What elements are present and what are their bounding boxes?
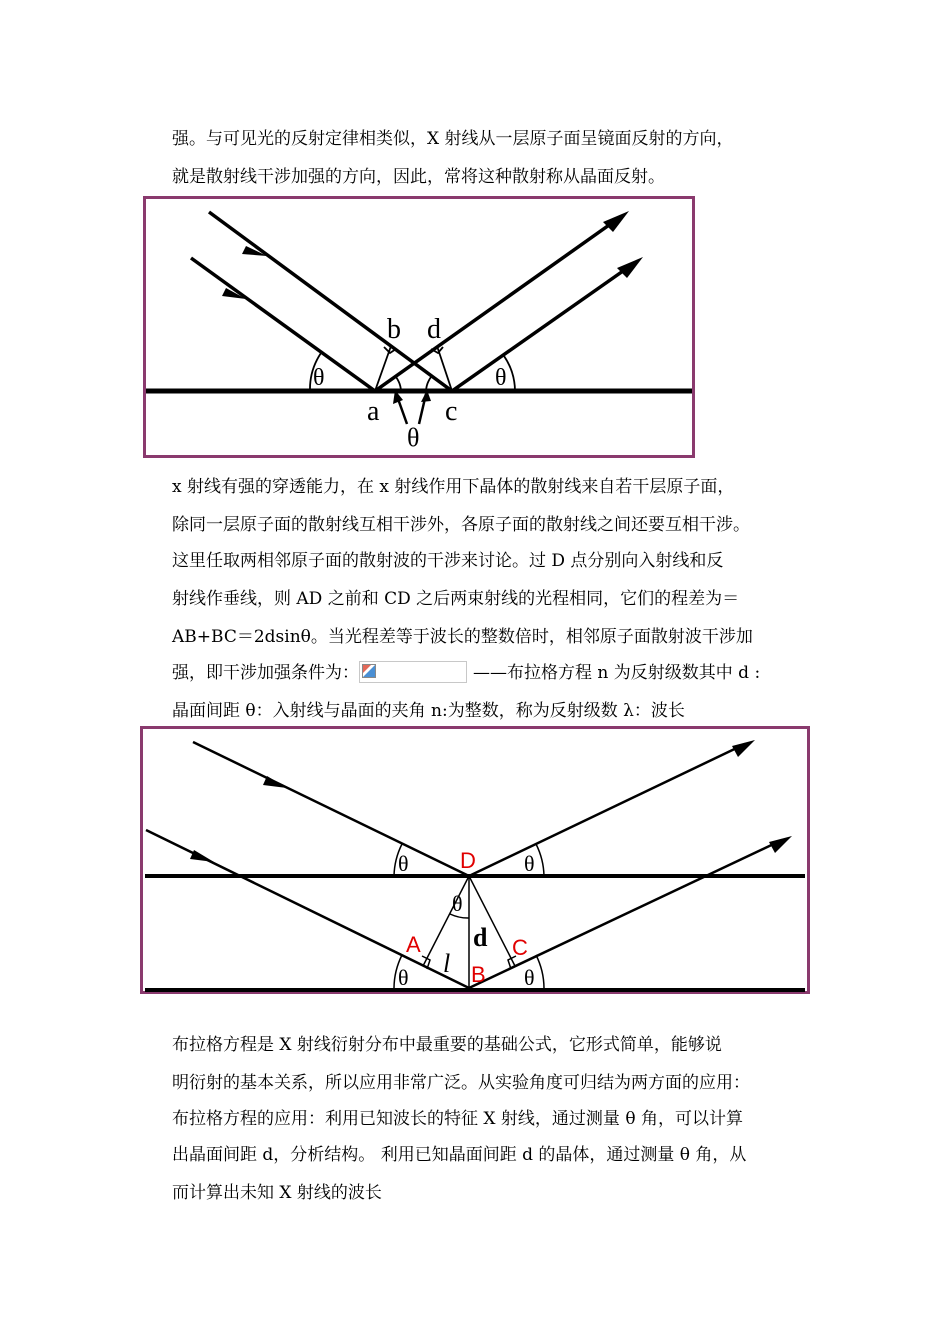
text-line: 强。与可见光的反射定律相类似，X 射线从一层原子面呈镜面反射的方向， [172, 129, 734, 149]
label-B: B [471, 962, 486, 987]
text-line: x 射线有强的穿透能力，在 x 射线作用下晶体的散射线来自若干层原子面， [172, 477, 735, 497]
text-line: AB+BC＝2dsinθ。当光程差等于波长的整数倍时，相邻原子面散射波干涉加 [172, 627, 753, 647]
figure-frame [145, 198, 694, 457]
label-l: l [443, 949, 451, 978]
label-c: c [445, 396, 458, 427]
label-A: A [406, 932, 421, 957]
bragg-diagram [140, 726, 810, 994]
text-line: 除同一层原子面的散射线互相干涉外，各原子面的散射线之间还要互相干涉。 [172, 515, 750, 535]
label-theta: θ [313, 365, 325, 391]
label-d: d [427, 314, 441, 345]
text-segment: ——布拉格方程 n 为反射级数其中 d : [473, 663, 761, 683]
label-theta: θ [524, 965, 535, 990]
text-line: 就是散射线干涉加强的方向，因此，常将这种散射称从晶面反射。 [172, 167, 665, 187]
label-theta: θ [452, 891, 463, 916]
label-C: C [512, 935, 528, 960]
broken-image-icon [359, 661, 467, 683]
label-b: b [387, 314, 401, 345]
text-line: 出晶面间距 d，分析结构。 利用已知晶面间距 d 的晶体，通过测量 θ 角，从 [172, 1145, 747, 1165]
text-line: 这里任取两相邻原子面的散射波的干涉来讨论。过 D 点分别向入射线和反 [172, 551, 724, 571]
text-segment: 强，即干涉加强条件为： [172, 663, 359, 683]
reflection-diagram [143, 196, 695, 458]
label-D: D [460, 848, 476, 873]
text-line: 晶面间距 θ：入射线与晶面的夹角 n:为整数，称为反射级数 λ：波长 [172, 701, 685, 721]
label-theta: θ [398, 851, 409, 876]
label-d: d [473, 923, 488, 952]
label-theta: θ [524, 851, 535, 876]
text-line: 布拉格方程是 X 射线衍射分布中最重要的基础公式，它形式简单，能够说 [172, 1035, 722, 1055]
text-line: 布拉格方程的应用：利用已知波长的特征 X 射线，通过测量 θ 角，可以计算 [172, 1109, 743, 1129]
label-theta: θ [495, 365, 507, 391]
text-line: 明衍射的基本关系，所以应用非常广泛。从实验角度可归结为两方面的应用： [172, 1073, 750, 1093]
label-theta: θ [398, 965, 409, 990]
label-a: a [367, 396, 380, 427]
label-theta: θ [407, 423, 420, 452]
text-line: 而计算出未知 X 射线的波长 [172, 1183, 382, 1203]
text-line: 射线作垂线，则 AD 之前和 CD 之后两束射线的光程相同，它们的程差为＝ [172, 589, 740, 609]
text-line [172, 658, 760, 685]
